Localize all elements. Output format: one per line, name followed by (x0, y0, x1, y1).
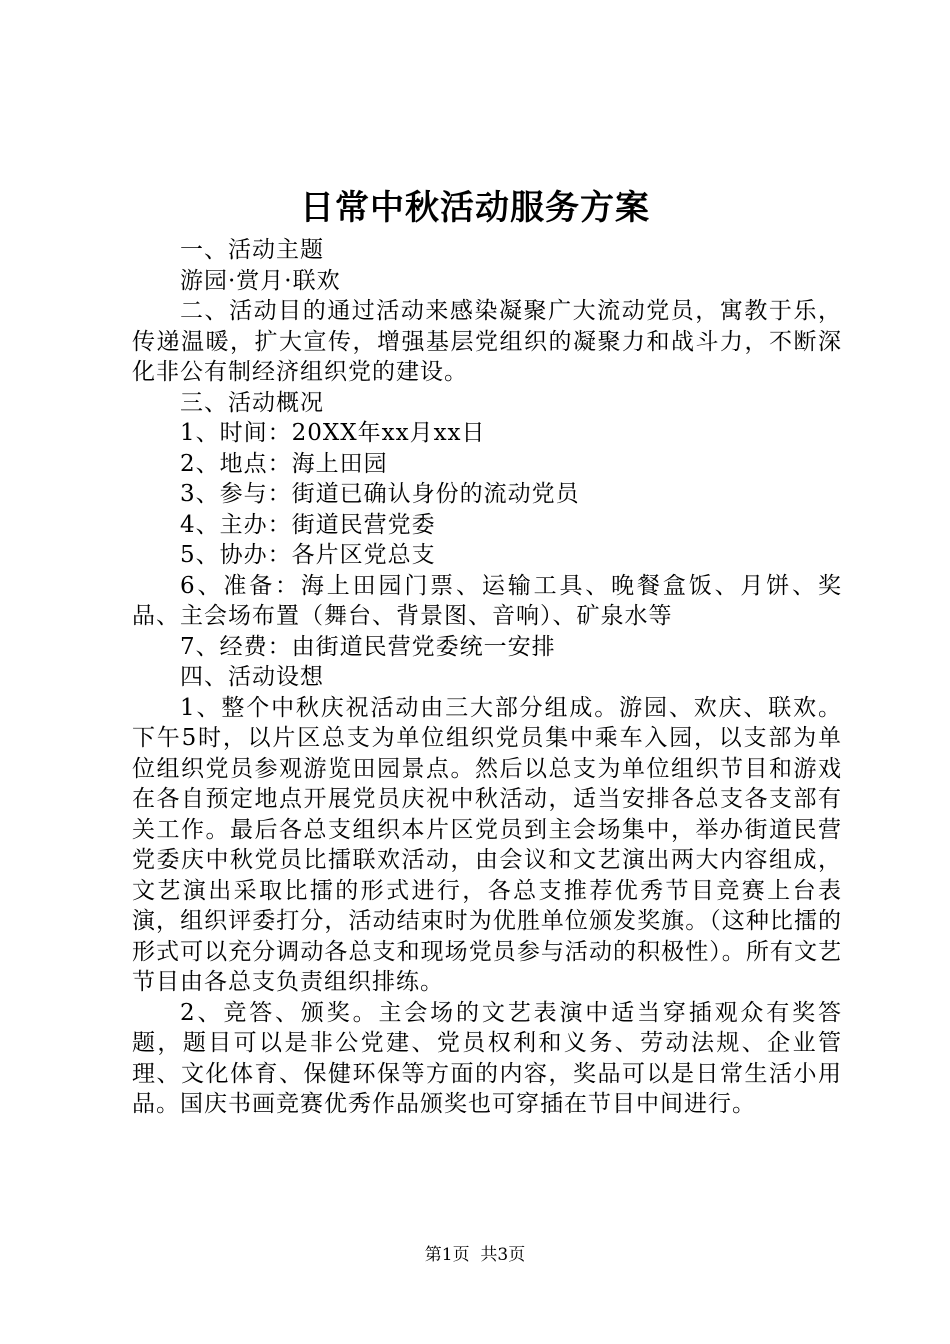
paragraph-location: 2、地点：海上田园 (180, 450, 388, 477)
page-total: 共3页 (480, 1245, 526, 1265)
paragraph-theme: 游园·赏月·联欢 (180, 267, 341, 294)
paragraph-host: 4、主办：街道民营党委 (180, 511, 436, 538)
paragraph-heading-3: 三、活动概况 (180, 389, 324, 416)
paragraph-plan-1: 1、整个中秋庆祝活动由三大部分组成。游园、欢庆、联欢。下午5时，以片区总支为单位组织党员集中乘车入园，以支部为单位组织党员参观游览田园景点。然后以总支为单位组织节目和游戏在各自预定地点开展党员庆祝中秋活动，适当安排各总支各支部有关工作。最后各总支组织本片区党员到主会场集中，举办街道民营党委庆中秋党员比擂联欢活动，由会议和文艺演出两大内容组成，文艺演出采取比擂的形式进行，各总支推荐优秀节目竞赛上台表演，组织评委打分，活动结束时为优胜单位颁发奖旗。（这种比擂的形式可以充分调动各总支和现场党员参与活动的积极性）。所有文艺节目由各总支负责组织排练。 (132, 694, 842, 995)
paragraph-plan-2: 2、竞答、颁奖。主会场的文艺表演中适当穿插观众有奖答题，题目可以是非公党建、党员权利和义务、劳动法规、企业管理、文化体育、保健环保等方面的内容，奖品可以是日常生活小用品。国庆书画竞赛优秀作品颁奖也可穿插在节目中间进行。 (132, 999, 842, 1117)
paragraph-preparation: 6、准备：海上田园门票、运输工具、晚餐盒饭、月饼、奖品、主会场布置（舞台、背景图、音响）、矿泉水等 (132, 572, 842, 629)
document-body (132, 235, 842, 1120)
paragraph-funding: 7、经费：由街道民营党委统一安排 (180, 633, 556, 660)
document-title: 日常中秋活动服务方案 (300, 188, 650, 228)
page-number: 第1页 (424, 1245, 470, 1265)
paragraph-heading-1: 一、活动主题 (180, 237, 324, 263)
paragraph-participants: 3、参与：街道已确认身份的流动党员 (180, 481, 580, 507)
page-footer (0, 1244, 950, 1266)
paragraph-purpose: 二、活动目的通过活动来感染凝聚广大流动党员，寓教于乐，传递温暖，扩大宣传，增强基层党组织的凝聚力和战斗力，不断深化非公有制经济组织党的建设。 (132, 298, 842, 385)
paragraph-heading-4: 四、活动设想 (180, 664, 324, 690)
paragraph-co-host: 5、协办：各片区党总支 (180, 542, 436, 568)
paragraph-time: 1、时间：20XX年xx月xx日 (180, 420, 486, 446)
